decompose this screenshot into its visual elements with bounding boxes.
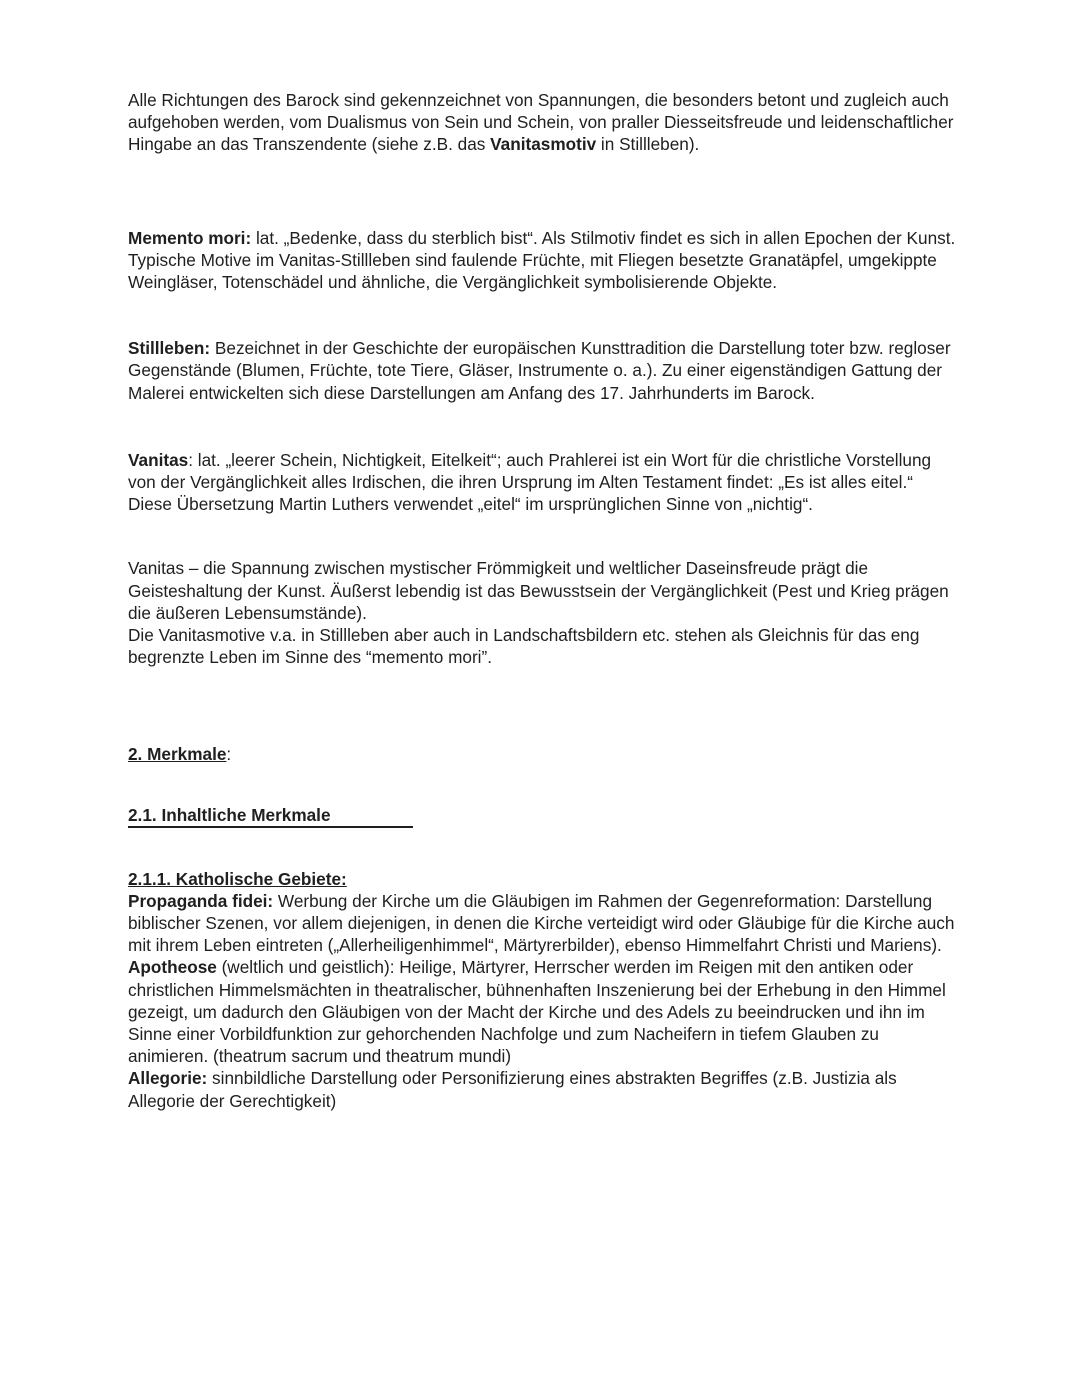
- merkmale-heading-colon: :: [226, 744, 232, 765]
- vanitas-term: Vanitas: [128, 449, 189, 470]
- inhaltliche-heading-text: 2.1. Inhaltliche Merkmale: [128, 805, 413, 828]
- vanitas-paragraph: [128, 449, 958, 516]
- intro-text-b: in Stillleben).: [596, 134, 700, 155]
- memento-mori-text: lat. „Bedenke, dass du sterblich bist“. Als Stilmotiv findet es sich in allen Epochen der Kunst. Typische Motive im Vanitas-Stillleben sind faulende Früchte, mit Fliegen besetzte Granatäpfel, umgekippte Weingläser, Totenschädel und ähnliche, die Vergänglichkeit symbolisierende Objekte.: [128, 227, 956, 293]
- merkmale-heading-text: 2. Merkmale: [128, 744, 227, 765]
- memento-mori-paragraph: [128, 227, 958, 294]
- vanitas-spannung-paragraph: [128, 557, 958, 668]
- intro-paragraph: [128, 89, 958, 156]
- memento-mori-term: Memento mori:: [128, 227, 252, 248]
- stillleben-text: Bezeichnet in der Geschichte der europäischen Kunsttradition die Darstellung toter bzw. regloser Gegenstände (Blumen, Früchte, tote Tiere, Gläser, Instrumente o. a.). Zu einer eigenständigen Gattung der Malerei entwickelten sich diese Darstellungen am Anfang des 17. Jahrhunderts im Barock.: [128, 338, 951, 403]
- propaganda-term: Propaganda fidei:: [128, 890, 274, 911]
- allegorie-term: Allegorie:: [128, 1068, 208, 1089]
- katholische-section: [128, 868, 958, 1112]
- stillleben-paragraph: [128, 337, 958, 404]
- vanitas-text: : lat. „leerer Schein, Nichtigkeit, Eitelkeit“; auch Prahlerei ist ein Wort für die christliche Vorstellung von der Vergänglichkeit alles Irdischen, die ihren Ursprung im Alten Testament findet: „Es ist alles eitel.“ Diese Übersetzung Martin Luthers verwendet „eitel“ im ursprünglichen Sinne von „nichtig“.: [128, 449, 932, 515]
- katholische-heading: 2.1.1. Katholische Gebiete:: [128, 868, 347, 889]
- document-page: [128, 89, 958, 1112]
- propaganda-text: Werbung der Kirche um die Gläubigen im Rahmen der Gegenreformation: Darstellung biblischer Szenen, vor allem diejenigen, in denen die Kirche verteidigt wird oder Gläubige für die Kirche auch mit ihrem Leben eintreten („Allerheiligenhimmel“, Märtyrerbilder), ebenso Himmelfahrt Christi und Mariens).: [128, 890, 955, 956]
- allegorie-text: sinnbildliche Darstellung oder Personifizierung eines abstrakten Begriffes (z.B. Justizia als Allegorie der Gerechtigkeit): [128, 1068, 897, 1111]
- vanitas-spannung-line1: Vanitas – die Spannung zwischen mystischer Frömmigkeit und weltlicher Daseinsfreude prägt die Geisteshaltung der Kunst. Äußerst lebendig ist das Bewusstsein der Vergänglichkeit (Pest und Krieg prägen die äußeren Lebensumstände).: [128, 558, 949, 623]
- intro-bold-term: Vanitasmotiv: [490, 134, 597, 155]
- section-heading-merkmale: [128, 743, 958, 765]
- intro-text-a: Alle Richtungen des Barock sind gekennzeichnet von Spannungen, die besonders betont und zugleich auch aufgehoben werden, vom Dualismus von Sein und Schein, von praller Diesseitsfreude und leidenschaftlicher Hingabe an das Transzendente (siehe z.B. das: [128, 90, 954, 155]
- vanitas-spannung-line2: Die Vanitasmotive v.a. in Stillleben aber auch in Landschaftsbildern etc. stehen als Gleichnis für das eng begrenzte Leben im Sinne des “memento mori”.: [128, 625, 920, 668]
- stillleben-term: Stillleben:: [128, 338, 211, 359]
- apotheose-term: Apotheose: [128, 957, 217, 978]
- subsection-heading-inhaltliche: [128, 804, 958, 828]
- apotheose-text: (weltlich und geistlich): Heilige, Märtyrer, Herrscher werden im Reigen mit den antiken oder christlichen Himmelsmächten in theatralischer, bühnenhaften Inszenierung bei der Erhebung in den Himmel gezeigt, um dadurch den Gläubigen von der Macht der Kirche und des Adels zu beeindrucken und ihn im Sinne einer Vorbildfunktion zur gehorchenden Nachfolge und zum Nacheifern in tiefem Glauben zu animieren. (theatrum sacrum und theatrum mundi): [128, 957, 946, 1067]
